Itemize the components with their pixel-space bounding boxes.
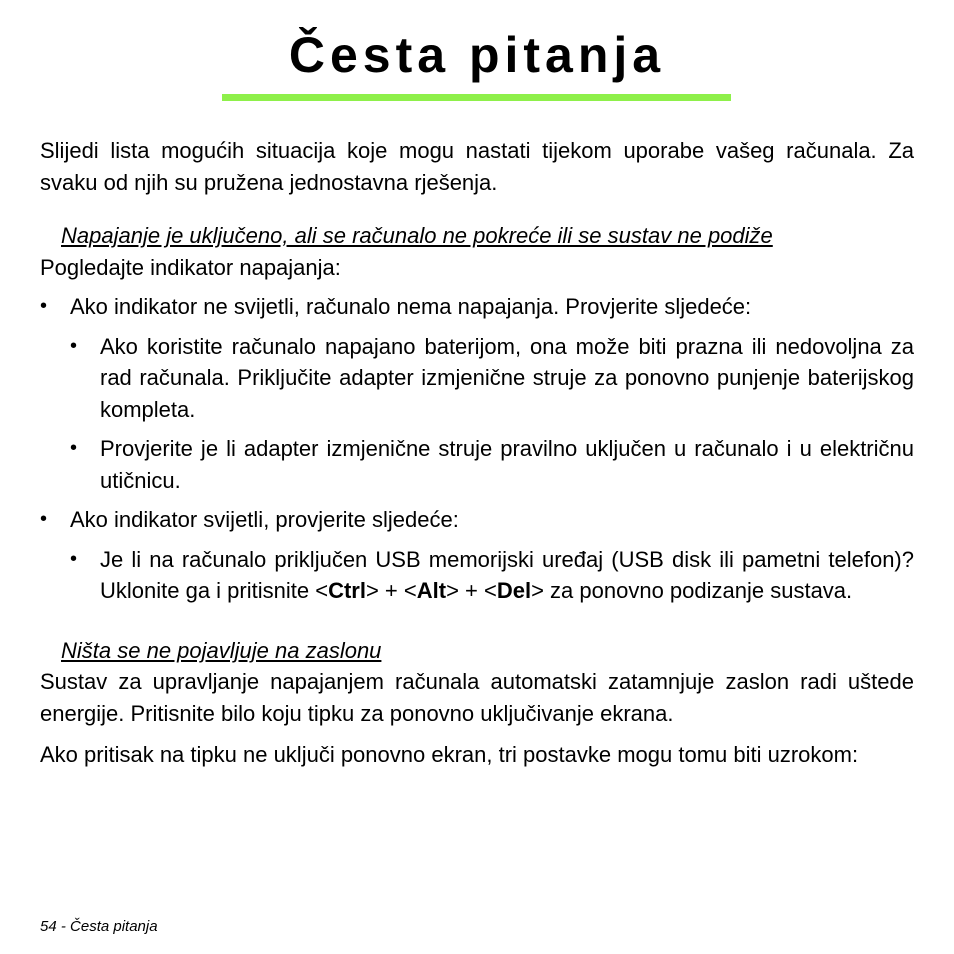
- bullet-marker: •: [70, 334, 78, 357]
- list-item-text: [100, 547, 914, 604]
- document-body: [40, 135, 914, 771]
- text-run: Je li na računalo priključen USB memorijski uređaj (USB disk ili pametni telefon)? Uklonite ga i pritisnite <: [100, 546, 914, 603]
- intro-paragraph: Slijedi lista mogućih situacija koje mogu nastati tijekom uporabe vašeg računala. Za svaku od njih su pružena jednostavna rješenja.: [40, 138, 914, 195]
- bullet-marker: •: [70, 437, 78, 459]
- list-item-text: Ako indikator ne svijetli, računalo nema napajanja. Provjerite sljedeće:: [70, 294, 752, 319]
- text-run: > + <: [365, 578, 417, 603]
- list-item-text: Provjerite je li adapter izmjenične struje pravilno uključen u računalo i u električnu utičnicu.: [100, 436, 914, 493]
- text-run: > + <: [446, 578, 497, 603]
- key-alt: Alt: [416, 578, 447, 603]
- key-del: Del: [496, 578, 532, 603]
- key-ctrl: Ctrl: [328, 578, 366, 603]
- text-run: > za ponovno podizanje sustava.: [531, 578, 853, 603]
- list-item: [40, 433, 914, 496]
- bullet-marker: •: [40, 295, 48, 317]
- title-underline: [222, 94, 731, 101]
- section-heading-display: Ništa se ne pojavljuje na zaslonu: [61, 637, 382, 663]
- list-item-text: Ako indikator svijetli, provjerite sljedeće:: [70, 507, 459, 532]
- section-lead: Pogledajte indikator napajanja:: [40, 254, 341, 280]
- bullet-marker: •: [70, 547, 78, 570]
- page-title: Česta pitanja: [288, 27, 666, 83]
- section-heading-power: Napajanje je uključeno, ali se računalo ne pokreće ili se sustav ne podiže: [61, 223, 773, 248]
- paragraph: Ako pritisak na tipku ne uključi ponovno ekran, tri postavke mogu tomu biti uzrokom:: [40, 742, 859, 767]
- bullet-marker: •: [40, 508, 48, 530]
- list-item: [40, 331, 914, 426]
- list-item: [40, 504, 914, 536]
- paragraph: Sustav za upravljanje napajanjem računala automatski zatamnjuje zaslon radi uštede energije. Pritisnite bilo koju tipku za ponovno uključivanje ekrana.: [40, 669, 914, 726]
- list-item: [40, 291, 914, 323]
- page-footer: 54 - Česta pitanja: [40, 918, 158, 935]
- list-item-text: Ako koristite računalo napajano baterijom, ona može biti prazna ili nedovoljna za rad računala. Priključite adapter izmjenične struje za ponovno punjenje baterijskog kompleta.: [100, 333, 914, 422]
- list-item: [40, 544, 914, 607]
